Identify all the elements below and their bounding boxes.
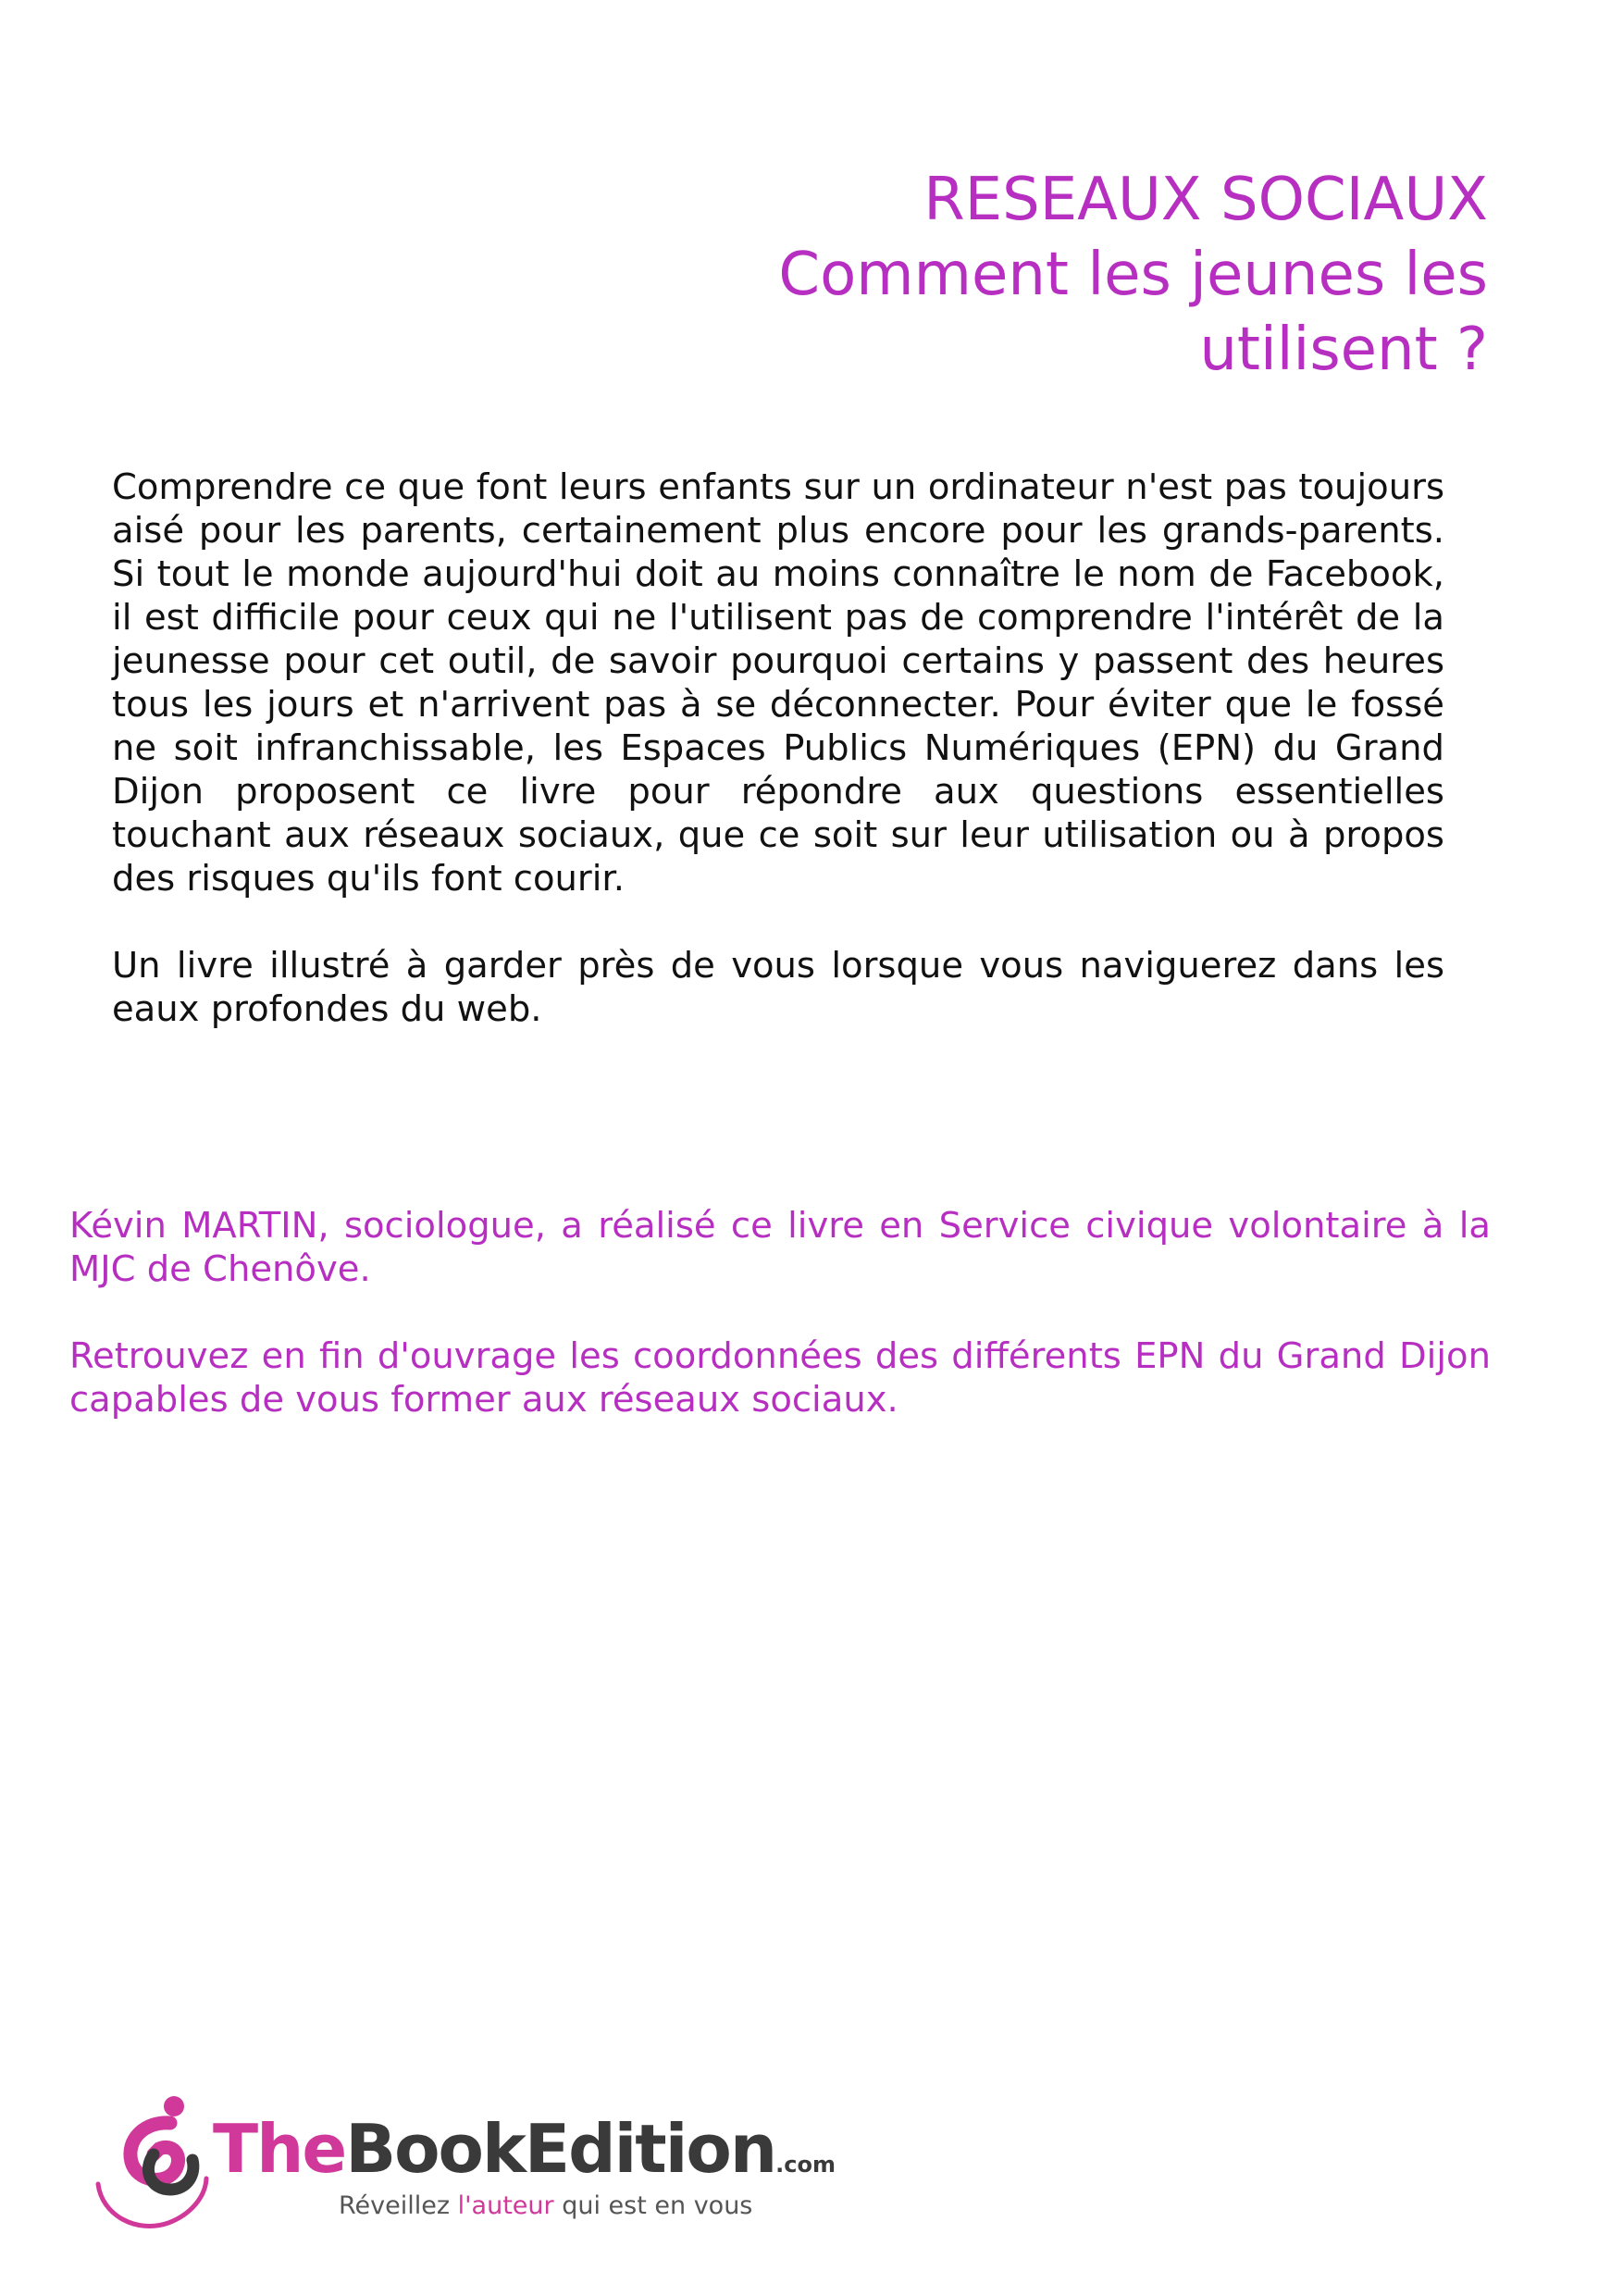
author-note: Kévin MARTIN, sociologue, a réalisé ce livre en Service civique volontaire à la MJC de Chenôve. (69, 1205, 1491, 1290)
logo-word-com: .com (775, 2152, 836, 2178)
summary-paragraph-1: Comprendre ce que font leurs enfants sur un ordinateur n'est pas toujours aisé pour les parents, certainement plus encore pour les grands-parents. Si tout le monde aujourd'hui doit au moins connaître le nom de Facebook, il est difficile pour ceux qui ne l'utilisent pas de comprendre l'intérêt de la jeunesse pour cet outil, de savoir pourquoi certains y passent des heures tous les jours et n'arrivent pas à se déconnecter. Pour éviter que le fossé ne soit infranchissable, les Espaces Publics Numériques (EPN) du Grand Dijon proposent ce livre pour répondre aux questions essentielles touchant aux réseaux sociaux, que ce soit sur leur utilisation ou à propos des risques qu'ils font courir. (112, 466, 1444, 900)
logo-word-the: The (213, 2110, 346, 2188)
back-cover-title (378, 163, 1488, 388)
summary-paragraph-2: Un livre illustré à garder près de vous lorsque vous naviguerez dans les eaux profondes du web. (112, 945, 1444, 1030)
title-line-2: Comment les jeunes les (778, 241, 1488, 309)
tagline-part-2: qui est en vous (553, 2191, 753, 2220)
title-line-3: utilisent ? (1199, 316, 1488, 384)
logo-word-bookedition: BookEdition (345, 2110, 776, 2188)
author-info (69, 1204, 1491, 1421)
publisher-logo (89, 2093, 848, 2241)
tagline-highlight: l'auteur (457, 2191, 554, 2220)
logo-wordmark (213, 2112, 836, 2202)
title-line-1: RESEAUX SOCIAUX (923, 166, 1488, 234)
thebookedition-person-icon (89, 2093, 209, 2232)
logo-tagline (339, 2191, 752, 2220)
tagline-part-1: Réveillez (339, 2191, 458, 2220)
contacts-note: Retrouvez en fin d'ouvrage les coordonnées des différents EPN du Grand Dijon capables de vous former aux réseaux sociaux. (69, 1335, 1491, 1421)
summary-text (112, 465, 1444, 1031)
